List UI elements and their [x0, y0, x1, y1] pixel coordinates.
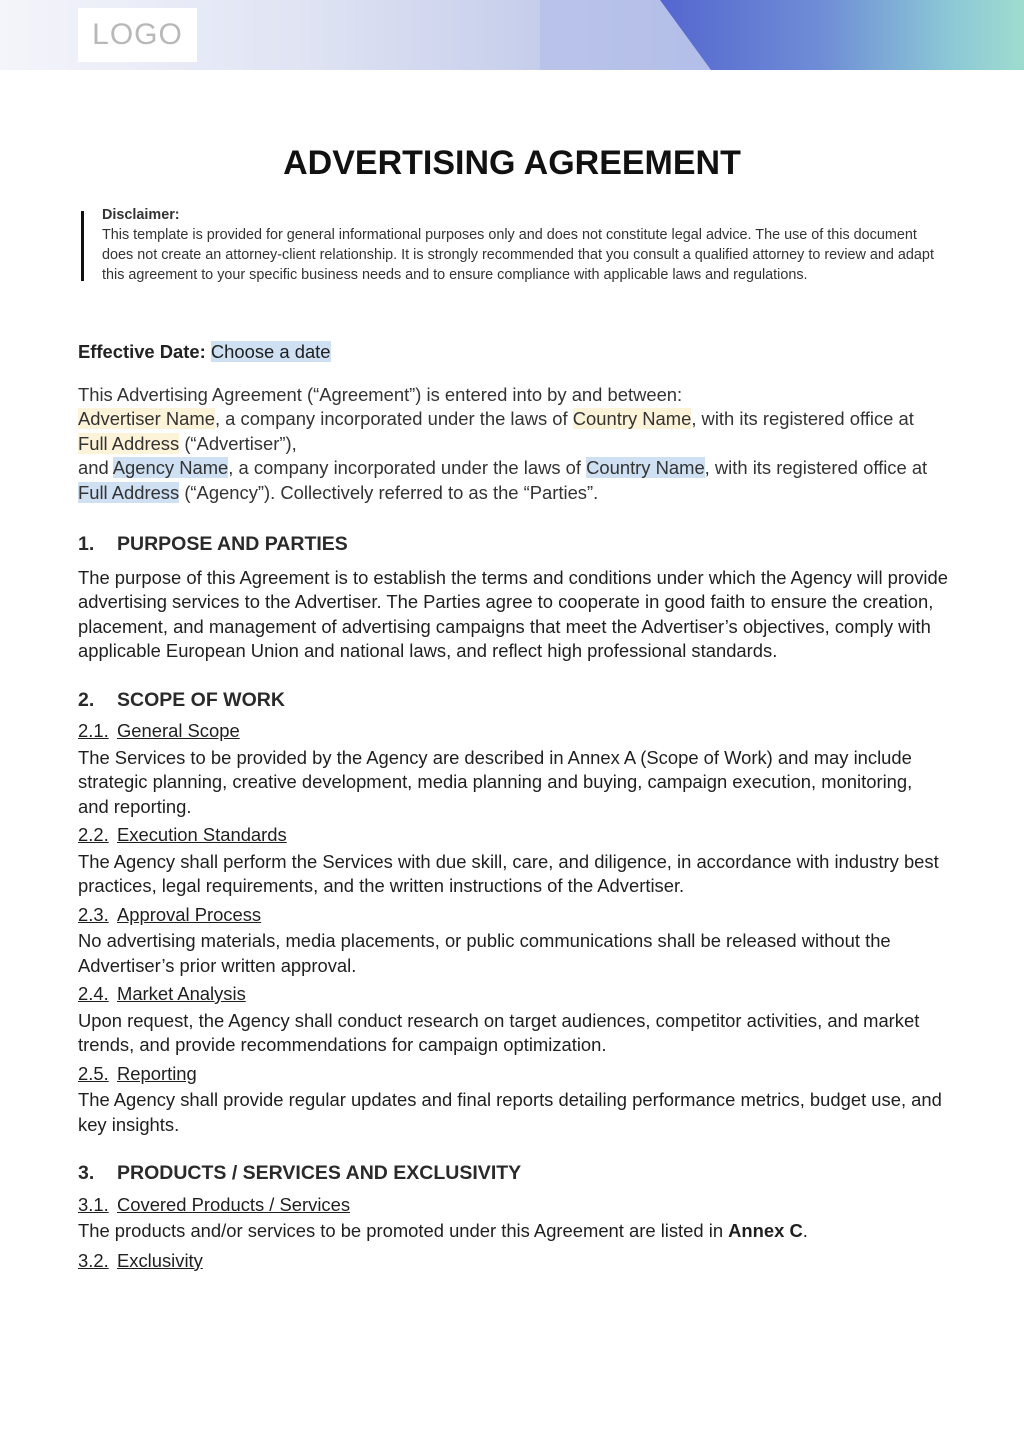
- subsection-heading: [78, 1249, 948, 1274]
- subsection-number: 2.1.: [78, 720, 109, 741]
- header-band: [0, 0, 1024, 70]
- intro-text: , with its registered office at: [704, 457, 928, 478]
- section-title: PRODUCTS / SERVICES AND EXCLUSIVITY: [117, 1162, 522, 1184]
- section-title: SCOPE OF WORK: [117, 688, 285, 711]
- subsection-number: 2.5.: [78, 1062, 109, 1084]
- subsection-heading: [78, 1193, 948, 1218]
- advertiser-name-field[interactable]: Advertiser Name: [78, 408, 215, 429]
- disclaimer-block: [78, 205, 938, 285]
- subsection-title: General Scope: [117, 720, 240, 741]
- intro-text: , with its registered office at: [691, 408, 914, 429]
- subsection-number: 2.4.: [78, 983, 109, 1004]
- intro-text: , a company incorporated under the laws of: [214, 408, 573, 429]
- document-body: [78, 340, 948, 1273]
- subsection-text: The Agency shall perform the Services with due skill, care, and diligence, in accordance with industry best practices, legal requirements, and the written instructions of the Advertiser.: [78, 850, 939, 896]
- section-number: 3.: [78, 1162, 95, 1184]
- subsection-title: Market Analysis: [117, 983, 246, 1004]
- subsection-title: Approval Process: [117, 903, 262, 925]
- header-decoration-dark: [660, 0, 1024, 70]
- agency-address-field[interactable]: Full Address: [78, 481, 180, 503]
- subsection-number: 3.2.: [78, 1249, 109, 1271]
- agency-country-field[interactable]: Country Name: [586, 457, 705, 478]
- section-heading: [78, 1161, 948, 1186]
- subsection-title: Exclusivity: [117, 1249, 203, 1271]
- intro-lead: This Advertising Agreement (“Agreement”) is entered into by and between:: [78, 383, 683, 405]
- intro-text: and: [78, 457, 113, 478]
- effective-date: [78, 340, 948, 365]
- date-picker-field[interactable]: Choose a date: [210, 341, 331, 362]
- subsection-heading: [78, 719, 948, 744]
- subsection-title: Reporting: [117, 1062, 197, 1084]
- subsection-text: The Agency shall provide regular updates and final reports detailing performance metrics, budget use, and key insights.: [78, 1089, 942, 1135]
- intro-paragraph: [78, 383, 948, 506]
- advertiser-country-field[interactable]: Country Name: [572, 408, 692, 429]
- subsection-text-part: .: [802, 1220, 808, 1241]
- agency-name-field[interactable]: Agency Name: [112, 457, 229, 478]
- annex-reference: Annex C: [728, 1220, 803, 1241]
- section-text: The purpose of this Agreement is to establish the terms and conditions under which the Agency will provide advertising services to the Advertiser. The Parties agree to cooperate in good faith to ensure the creation, placement, and management of advertising campaigns that meet the Advertiser’s objectives, comply with applicable European Union and national laws, and reflect high professional standards.: [78, 566, 948, 661]
- subsection-heading: [78, 823, 948, 848]
- subsection-number: 3.1.: [78, 1193, 109, 1215]
- intro-text: , a company incorporated under the laws of: [228, 457, 587, 478]
- section-number: 2.: [78, 688, 95, 711]
- subsection-heading: [78, 982, 948, 1007]
- subsection-text: The Services to be provided by the Agency are described in Annex A (Scope of Work) and may include strategic planning, creative development, media planning and buying, campaign execution, monitoring, and reporting.: [78, 746, 913, 817]
- subsection-text: Upon request, the Agency shall conduct research on target audiences, competitor activities, and market trends, and provide recommendations for campaign optimization.: [78, 1009, 920, 1055]
- advertiser-address-field[interactable]: Full Address: [78, 432, 180, 454]
- subsection-heading: [78, 903, 948, 928]
- effective-date-label: Effective Date:: [78, 341, 206, 362]
- subsection-number: 2.2.: [78, 824, 109, 845]
- disclaimer-text: This template is provided for general informational purposes only and does not constitute legal advice. The use of this document does not create an attorney-client relationship. It is strongly recommended that you consult a qualified attorney to review and adapt this agreement to your specific business needs and to ensure compliance with applicable laws and regulations.: [102, 227, 934, 283]
- document-title: ADVERTISING AGREEMENT: [283, 144, 741, 182]
- subsection-text: [78, 1219, 948, 1244]
- intro-text: (“Agency”). Collectively referred to as the “Parties”.: [179, 481, 599, 503]
- section-heading: [78, 688, 948, 713]
- section-heading: [78, 532, 948, 557]
- subsection-number: 2.3.: [78, 903, 109, 925]
- disclaimer-bar: [81, 211, 84, 281]
- disclaimer-label: Disclaimer:: [102, 207, 180, 223]
- subsection-heading: [78, 1062, 948, 1087]
- subsection-title: Execution Standards: [117, 824, 287, 845]
- logo: LOGO: [78, 8, 197, 62]
- subsection-title: Covered Products / Services: [117, 1193, 351, 1215]
- section-number: 1.: [78, 533, 95, 555]
- section-title: PURPOSE AND PARTIES: [117, 533, 348, 555]
- intro-text: (“Advertiser”),: [179, 432, 297, 454]
- subsection-text-part: The products and/or services to be promoted under this Agreement are listed in: [78, 1220, 729, 1241]
- subsection-text: No advertising materials, media placements, or public communications shall be released without the Advertiser’s prior written approval.: [78, 930, 891, 976]
